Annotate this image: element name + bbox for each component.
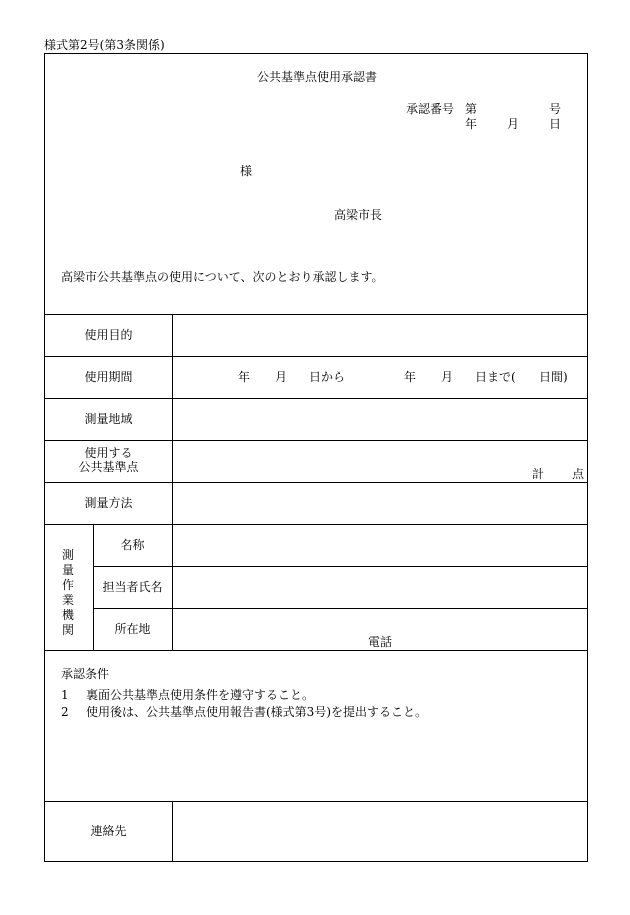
date-day: 日 xyxy=(549,117,562,131)
issuer-name: 高梁市長 xyxy=(334,208,383,222)
approval-number-suffix: 号 xyxy=(549,102,562,116)
condition-2-text: 使用後は、公共基準点使用報告書(様式第3号)を提出すること。 xyxy=(86,705,428,719)
date-month: 月 xyxy=(507,117,520,131)
period-end-year: 年 xyxy=(404,370,417,384)
org-group-label-char-4: 業 xyxy=(62,593,75,607)
period-days: 日間) xyxy=(539,370,568,384)
period-start-year: 年 xyxy=(238,370,251,384)
period-end-day: 日まで( xyxy=(475,370,516,384)
area-label: 測量地域 xyxy=(84,412,133,426)
org-group-label-char-1: 測 xyxy=(62,548,75,562)
purpose-label: 使用目的 xyxy=(84,328,133,342)
period-end-month: 月 xyxy=(441,370,454,384)
points-label-line1: 使用する xyxy=(84,446,133,460)
period-label: 使用期間 xyxy=(84,370,133,384)
period-start-month: 月 xyxy=(275,370,288,384)
org-group-label-char-6: 関 xyxy=(62,623,75,637)
approval-form xyxy=(44,53,588,862)
conditions-heading: 承認条件 xyxy=(61,667,110,681)
org-group-label-char-3: 作 xyxy=(62,578,75,592)
document-title: 公共基準点使用承認書 xyxy=(257,70,378,84)
addressee-suffix: 様 xyxy=(240,164,253,178)
date-year: 年 xyxy=(465,117,478,131)
points-total-label: 計 xyxy=(532,467,545,481)
org-address-label: 所在地 xyxy=(114,622,151,636)
approval-statement: 高梁市公共基準点の使用について、次のとおり承認します。 xyxy=(61,270,384,284)
method-label: 測量方法 xyxy=(84,496,133,510)
approval-number-prefix: 第 xyxy=(465,102,478,116)
org-group-label-char-5: 機 xyxy=(62,608,75,622)
form-number-label: 様式第2号(第3条関係) xyxy=(44,38,165,52)
approval-number-label: 承認番号 xyxy=(406,102,455,116)
points-unit-label: 点 xyxy=(572,467,585,481)
org-person-label: 担当者氏名 xyxy=(102,580,163,594)
org-name-label: 名称 xyxy=(120,538,145,552)
org-group-label-char-2: 量 xyxy=(62,563,75,577)
org-phone-label: 電話 xyxy=(368,635,393,649)
contact-label: 連絡先 xyxy=(90,824,127,838)
period-start-day: 日から xyxy=(309,370,346,384)
condition-1-number: 1 xyxy=(61,688,69,702)
points-label-line2: 公共基準点 xyxy=(78,460,139,474)
condition-1-text: 裏面公共基準点使用条件を遵守すること。 xyxy=(86,688,315,702)
condition-2-number: 2 xyxy=(61,705,69,719)
